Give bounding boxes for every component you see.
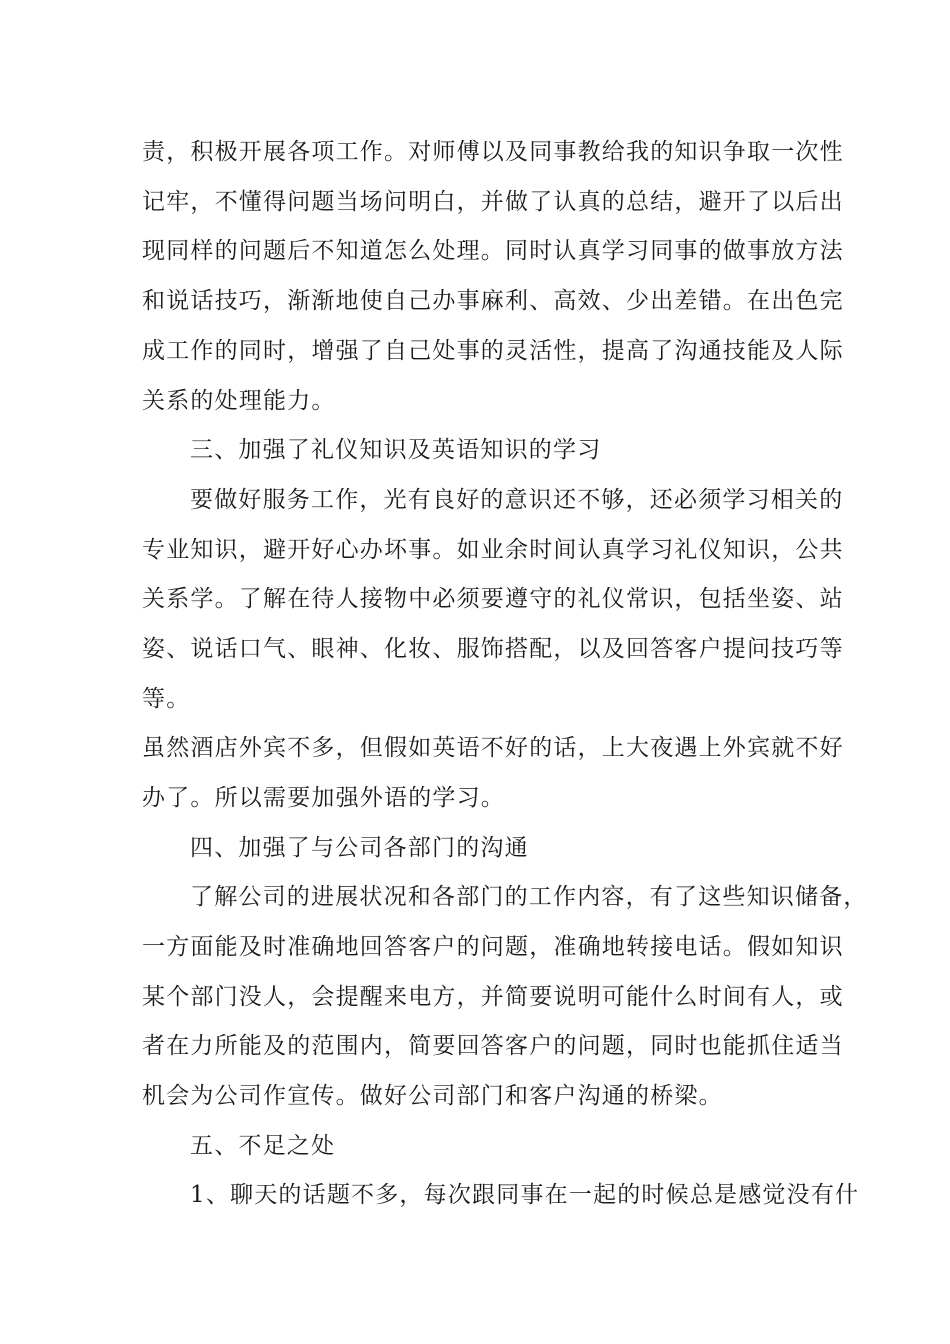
paragraph-line: 一方面能及时准确地回答客户的问题，准确地转接电话。假如知识 — [142, 934, 844, 960]
paragraph-line: 者在力所能及的范围内，简要回答客户的问题，同时也能抓住适当 — [142, 1033, 844, 1059]
paragraph-line: 记牢，不懂得问题当场问明白，并做了认真的总结，避开了以后出 — [142, 189, 844, 215]
paragraph-line: 责，积极开展各项工作。对师傅以及同事教给我的知识争取一次性 — [142, 139, 844, 165]
paragraph-line: 某个部门没人，会提醒来电方，并简要说明可能什么时间有人，或 — [142, 984, 844, 1010]
paragraph-line: 关系的处理能力。 — [142, 388, 336, 414]
paragraph-line: 和说话技巧，渐渐地使自己办事麻利、高效、少出差错。在出色完 — [142, 288, 844, 314]
paragraph-line: 要做好服务工作，光有良好的意识还不够，还必须学习相关的 — [190, 487, 844, 513]
paragraph-line: 专业知识，避开好心办坏事。如业余时间认真学习礼仪知识，公共 — [142, 537, 844, 563]
paragraph-line: 1、聊天的话题不多，每次跟同事在一起的时候总是感觉没有什 — [190, 1182, 860, 1208]
paragraph-line: 了解公司的进展状况和各部门的工作内容，有了这些知识储备， — [190, 884, 868, 910]
paragraph-line: 办了。所以需要加强外语的学习。 — [142, 785, 505, 811]
paragraph-line: 虽然酒店外宾不多，但假如英语不好的话，上大夜遇上外宾就不好 — [142, 735, 844, 761]
paragraph-line: 现同样的问题后不知道怎么处理。同时认真学习同事的做事放方法 — [142, 238, 844, 264]
section-heading: 三、加强了礼仪知识及英语知识的学习 — [190, 437, 602, 463]
paragraph-line: 姿、说话口气、眼神、化妆、服饰搭配，以及回答客户提问技巧等 — [142, 636, 844, 662]
paragraph-line: 机会为公司作宣传。做好公司部门和客户沟通的桥梁。 — [142, 1083, 723, 1109]
paragraph-line: 关系学。了解在待人接物中必须要遵守的礼仪常识，包括坐姿、站 — [142, 586, 844, 612]
section-heading: 五、不足之处 — [190, 1133, 336, 1159]
paragraph-line: 成工作的同时，增强了自己处事的灵活性，提高了沟通技能及人际 — [142, 338, 844, 364]
paragraph-line: 等。 — [142, 686, 191, 712]
section-heading: 四、加强了与公司各部门的沟通 — [190, 835, 529, 861]
